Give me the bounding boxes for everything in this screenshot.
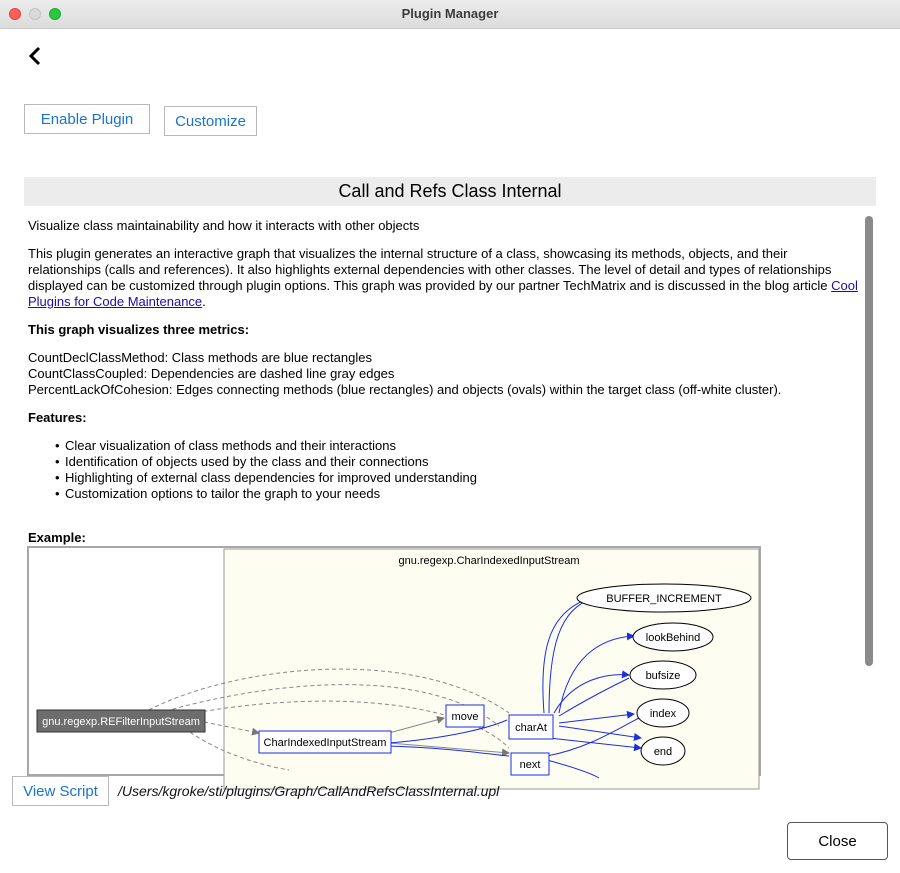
features-list xyxy=(24,438,864,502)
description-text: This plugin generates an interactive graph that visualizes the internal structure of a class, showcasing its methods, objects, and their relationships (calls and references). It also highlights external dependencies with other classes. The level of detail and types of relationships displayed can be customized through plugin options. This graph was provided by our partner TechMatrix and is discussed in the blog article xyxy=(28,246,832,293)
chevron-left-icon xyxy=(26,45,46,67)
feature-item: • Clear visualization of class methods and their interactions xyxy=(58,438,864,454)
object-node-label: index xyxy=(649,708,677,720)
metrics-heading: This graph visualizes three metrics: xyxy=(28,322,250,337)
metric-item: CountClassCoupled: Dependencies are dashed line gray edges xyxy=(28,366,395,381)
plugin-summary: Visualize class maintainability and how it interacts with other objects xyxy=(28,218,420,233)
object-node-label: bufsize xyxy=(645,670,681,682)
object-node-label: lookBehind xyxy=(645,632,701,644)
description-end: . xyxy=(202,294,206,309)
object-node-label: end xyxy=(653,746,673,758)
title-bar xyxy=(0,0,900,29)
blog-article-link[interactable]: Cool Plugins for Code Maintenance xyxy=(28,278,858,309)
scrollbar-thumb[interactable] xyxy=(865,216,873,666)
method-node-label: next xyxy=(519,759,541,771)
example-graph-svg xyxy=(29,548,759,774)
feature-item: • Customization options to tailor the graph to your needs xyxy=(58,486,864,502)
external-node-label: gnu.regexp.REFilterInputStream xyxy=(42,716,200,728)
method-node-label: move xyxy=(451,711,479,723)
example-graph xyxy=(27,546,761,776)
plugin-description-panel[interactable] xyxy=(24,212,864,771)
metric-item: PercentLackOfCohesion: Edges connecting methods (blue rectangles) and objects (ovals) within the target class (off-white cluster). xyxy=(28,382,782,397)
features-heading: Features: xyxy=(28,410,87,425)
close-button[interactable]: Close xyxy=(787,822,888,860)
feature-item: • Highlighting of external class dependencies for improved understanding xyxy=(58,470,864,486)
customize-button[interactable]: Customize xyxy=(164,106,257,136)
metric-item: CountDeclClassMethod: Class methods are blue rectangles xyxy=(28,350,372,365)
example-heading: Example: xyxy=(28,530,86,545)
plugin-description xyxy=(24,246,864,310)
window-title: Plugin Manager xyxy=(401,6,499,21)
cluster-label: gnu.regexp.CharIndexedInputStream xyxy=(398,555,580,567)
enable-plugin-button[interactable]: Enable Plugin xyxy=(24,104,150,134)
script-path: /Users/kgroke/sti/plugins/Graph/CallAndRefsClassInternal.upl xyxy=(118,783,500,799)
plugin-title: Call and Refs Class Internal xyxy=(24,177,876,206)
back-button[interactable] xyxy=(26,45,46,67)
view-script-button[interactable]: View Script xyxy=(12,776,109,806)
feature-item: • Identification of objects used by the class and their connections xyxy=(58,454,864,470)
method-node-label: charAt xyxy=(515,722,547,734)
object-node-label: BUFFER_INCREMENT xyxy=(606,593,722,605)
class-node-label: CharIndexedInputStream xyxy=(263,737,387,749)
